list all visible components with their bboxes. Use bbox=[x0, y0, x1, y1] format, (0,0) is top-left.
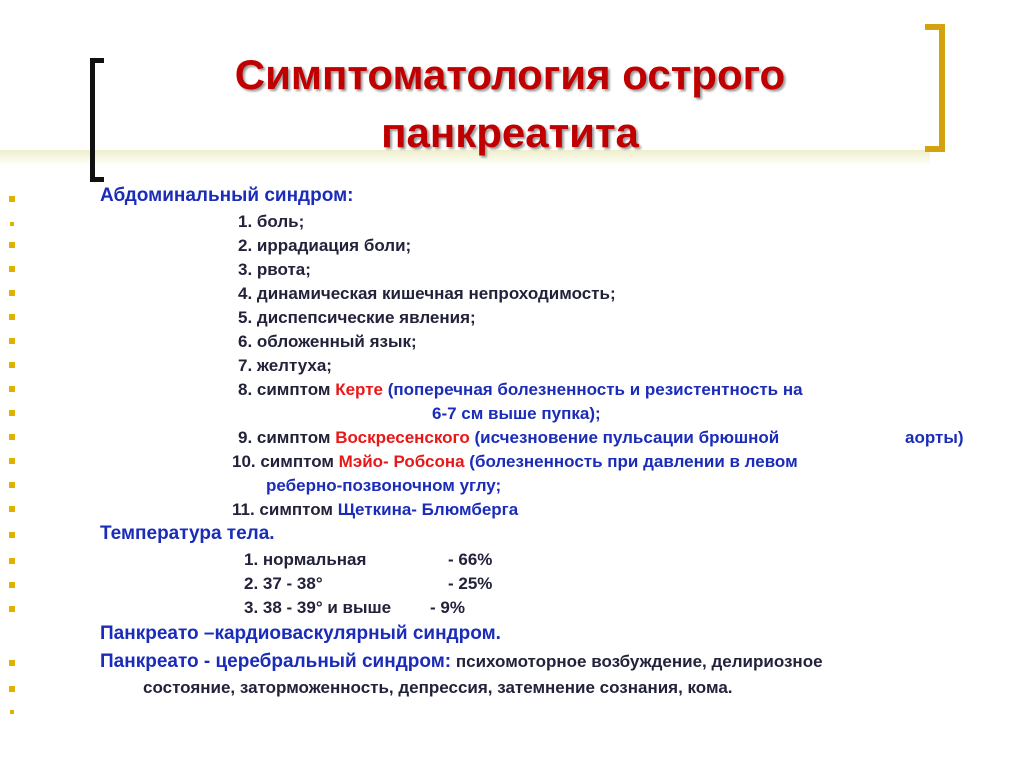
bullet-icon bbox=[9, 338, 15, 344]
bullet-icon bbox=[9, 532, 15, 538]
shchetkin-blumberg-symptom-name: Щеткина- Блюмберга bbox=[337, 500, 519, 519]
cerebral-syndrome-line-1 bbox=[100, 650, 823, 674]
item-10-prefix: 10. симптом bbox=[232, 452, 339, 471]
item-9-description: (исчезновение пульсации брюшной bbox=[469, 428, 780, 447]
slide-title bbox=[130, 46, 890, 162]
bullet-icon bbox=[9, 686, 15, 692]
abdominal-item-10-continued: реберно-позвоночном углу; bbox=[266, 476, 502, 495]
left-bracket-decoration bbox=[90, 58, 104, 182]
bullet-icon bbox=[9, 506, 15, 512]
bullet-icon bbox=[9, 660, 15, 666]
abdominal-item-1: 1. боль; bbox=[238, 212, 305, 231]
bullet-icon bbox=[9, 410, 15, 416]
bullet-icon bbox=[9, 606, 15, 612]
item-8-description: (поперечная болезненность и резистентность на bbox=[383, 380, 803, 399]
cerebral-syndrome-text-2: состояние, заторможенность, депрессия, затемнение сознания, кома. bbox=[143, 678, 733, 697]
bullet-icon bbox=[9, 386, 15, 392]
voskresensky-symptom-name: Воскресенского bbox=[335, 428, 470, 447]
temperature-row-1-label: 1. нормальная bbox=[244, 550, 367, 569]
bullet-icon bbox=[9, 434, 15, 440]
bullet-icon bbox=[9, 482, 15, 488]
abdominal-syndrome-heading: Абдоминальный синдром: bbox=[100, 185, 354, 206]
bullet-icon bbox=[9, 558, 15, 564]
mayo-robson-symptom-name: Мэйо- Робсона bbox=[338, 452, 465, 471]
abdominal-item-9 bbox=[238, 426, 779, 450]
cerebral-syndrome-text-1: психомоторное возбуждение, делириозное bbox=[451, 652, 823, 671]
cerebral-syndrome-heading: Панкреато - церебральный синдром: bbox=[100, 651, 452, 672]
bullet-icon bbox=[9, 290, 15, 296]
abdominal-item-4: 4. динамическая кишечная непроходимость; bbox=[238, 284, 616, 303]
temperature-row-3-value: - 9% bbox=[430, 598, 465, 617]
title-line-1: Симптоматология острого bbox=[234, 51, 786, 98]
item-8-prefix: 8. симптом bbox=[238, 380, 336, 399]
abdominal-item-8 bbox=[238, 378, 803, 402]
temperature-row-1-value: - 66% bbox=[448, 550, 493, 569]
bullet-icon bbox=[9, 458, 15, 464]
title-line-2: панкреатита bbox=[381, 109, 639, 156]
temperature-row-3-label: 3. 38 - 39° и выше bbox=[244, 598, 392, 617]
bullet-icon bbox=[9, 582, 15, 588]
item-11-prefix: 11. симптом bbox=[232, 500, 338, 519]
bullet-icon bbox=[10, 710, 14, 714]
bullet-icon bbox=[10, 222, 14, 226]
abdominal-item-11 bbox=[232, 498, 518, 522]
bullet-icon bbox=[9, 242, 15, 248]
bullet-icon bbox=[9, 314, 15, 320]
item-9-prefix: 9. симптом bbox=[238, 428, 336, 447]
abdominal-item-10 bbox=[232, 450, 798, 474]
temperature-heading: Температура тела. bbox=[100, 523, 275, 544]
bullet-icon bbox=[9, 362, 15, 368]
abdominal-item-3: 3. рвота; bbox=[238, 260, 311, 279]
cardiovascular-syndrome-heading: Панкреато –кардиоваскулярный синдром. bbox=[100, 623, 501, 644]
item-10-description: (болезненность при давлении в левом bbox=[464, 452, 798, 471]
bullet-icon bbox=[9, 266, 15, 272]
abdominal-item-2: 2. иррадиация боли; bbox=[238, 236, 412, 255]
temperature-row-2-label: 2. 37 - 38° bbox=[244, 574, 323, 593]
right-bracket-decoration bbox=[925, 24, 945, 152]
abdominal-item-6: 6. обложенный язык; bbox=[238, 332, 417, 351]
abdominal-item-7: 7. желтуха; bbox=[238, 356, 332, 375]
temperature-row-2-value: - 25% bbox=[448, 574, 493, 593]
abdominal-item-9-continued: аорты) bbox=[905, 428, 964, 447]
abdominal-item-8-continued: 6-7 см выше пупка); bbox=[432, 404, 601, 423]
kerte-symptom-name: Керте bbox=[335, 380, 383, 399]
abdominal-item-5: 5. диспепсические явления; bbox=[238, 308, 476, 327]
bullet-icon bbox=[9, 196, 15, 202]
